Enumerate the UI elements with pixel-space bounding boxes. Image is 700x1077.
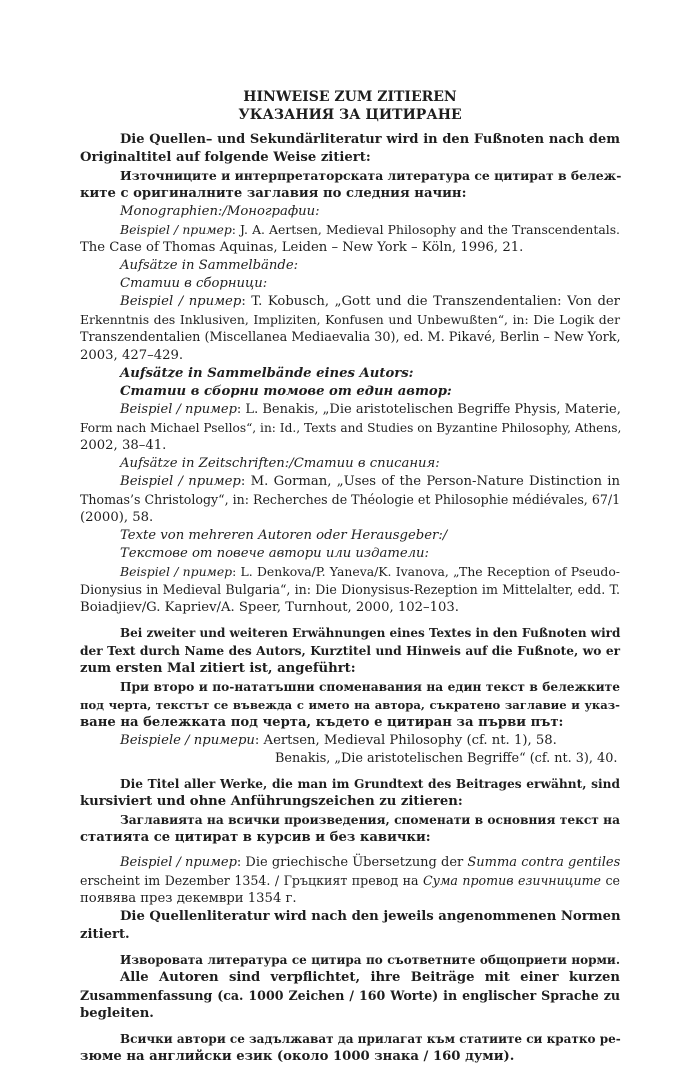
- sammel-example-line-4: 2003, 427–429.: [80, 348, 184, 363]
- zeitschrift-example-line-3: (2000), 58.: [80, 510, 154, 525]
- mehrere-example-line-1: Beispiel / пример: L. Denkova/P. Yaneva/K. Ivanova, „The Reception of Pseudo-: [120, 564, 620, 579]
- mono-example-line-1: Beispiel / пример: J. A. Aertsen, Medieval Philosophy and the Transcendentals.: [120, 222, 620, 237]
- mono-heading: Monographien:/Монографии:: [120, 204, 320, 219]
- zeitschrift-example-line-2: Thomas’s Christology“, in: Recherches de Théologie et Philosophie médiévales, 67/1: [80, 492, 621, 507]
- zweite-example-1: Beispiele / примери: Aertsen, Medieval Philosophy (cf. nt. 1), 58.: [120, 733, 557, 748]
- quellen-de-line-1: Die Quellenliteratur wird nach den jeweils angenommenen Normen: [120, 909, 621, 924]
- titel-bg-line-2: статията се цитират в курсив и без кавички:: [80, 830, 431, 845]
- sammel-heading-bg: Статии в сборници:: [120, 276, 268, 291]
- zweite-bg-line-2: под черта, текстът се въвежда с името на автора, съкратено заглавие и указ-: [80, 698, 620, 712]
- intro-bg-line-1: Източниците и интерпретаторската литература се цитират в бележ-: [120, 168, 622, 183]
- mehrere-example-line-3: Boiadjiev/G. Kapriev/A. Speer, Turnhout, 2000, 102–103.: [80, 600, 459, 615]
- mehrere-heading-bg: Текстове от повече автори или издатели:: [120, 546, 429, 561]
- autoren-de-line-1: Alle Autoren sind verpflichtet, ihre Beiträge mit einer kurzen: [120, 970, 620, 985]
- mehrere-example-line-2: Dionysius in Medieval Bulgaria“, in: Die Dionysisus-Rezeption im Mittelalter, edd. T.: [80, 582, 620, 597]
- autoren-bg-line-2: зюме на английски език (около 1000 знака / 160 думи).: [80, 1049, 515, 1064]
- intro-de-line-2: Originaltitel auf folgende Weise zitiert:: [80, 150, 371, 165]
- intro-bg-line-2: ките с оригиналните заглавия по следния начин:: [80, 186, 467, 201]
- titel-example-line-1: Beispiel / пример: Die griechische Übersetzung der Summa contra gentiles: [120, 855, 621, 870]
- zweite-bg-line-3: ване на бележката под черта, където е цитиран за първи път:: [80, 715, 564, 730]
- sammel-heading-de: Aufsätze in Sammelbände:: [120, 258, 299, 273]
- mono-example-line-2: The Case of Thomas Aquinas, Leiden – New York – Köln, 1996, 21.: [80, 240, 524, 255]
- sammel-example-line-2: Erkenntnis des Inklusiven, Impliziten, Konfusen und Unbewußten“, in: Die Logik der: [80, 312, 620, 327]
- sammel-example-line-3: Transzendentalien (Miscellanea Mediaevalia 30), ed. M. Pikavé, Berlin – New York,: [80, 330, 621, 345]
- zweite-bg-line-1: При второ и по-нататъшни споменавания на един текст в бележките: [120, 680, 620, 694]
- titel-de-line-1: Die Titel aller Werke, die man im Grundtext des Beitrages erwähnt, sind: [120, 777, 620, 791]
- zweite-example-2: Benakis, „Die aristotelischen Begriffe“ (cf. nt. 3), 40.: [275, 751, 618, 766]
- zeitschrift-example-line-1: Beispiel / пример: M. Gorman, „Uses of the Person-Nature Distinction in: [120, 474, 620, 489]
- titel-bg-line-1: Заглавията на всички произведения, споменати в основния текст на: [120, 813, 620, 827]
- titel-example-line-2: erscheint im Dezember 1354. / Гръцкият превод на Сума против езичниците се: [80, 873, 620, 888]
- autor-heading-bg: Статии в сборни томове от един автор:: [120, 384, 452, 399]
- autoren-de-line-3: begleiten.: [80, 1006, 154, 1021]
- intro-de-line-1: Die Quellen– und Sekundärliteratur wird in den Fußnoten nach dem: [120, 132, 620, 147]
- quellen-de-line-2: zitiert.: [80, 927, 130, 942]
- zweite-de-line-2: der Text durch Name des Autors, Kurztitel und Hinweis auf die Fußnote, wo er: [80, 644, 620, 658]
- zeitschrift-heading: Aufsätze in Zeitschriften:/Статии в списания:: [120, 456, 440, 471]
- autor-example-line-2: Form nach Michael Psellos“, in: Id., Texts and Studies on Byzantine Philosophy, Athens,: [80, 421, 622, 435]
- autor-example-line-3: 2002, 38–41.: [80, 438, 167, 453]
- autor-example-line-1: Beispiel / пример: L. Benakis, „Die aristotelischen Begriffe Physis, Materie,: [120, 402, 621, 417]
- title-bulgarian: УКАЗАНИЯ ЗА ЦИТИРАНЕ: [238, 107, 462, 123]
- zweite-de-line-1: Bei zweiter und weiteren Erwähnungen eines Textes in den Fußnoten wird: [120, 626, 621, 640]
- autor-heading-de: Aufsätze in Sammelbände eines Autors:: [120, 366, 414, 381]
- title-german: HINWEISE ZUM ZITIEREN: [243, 89, 457, 105]
- quellen-bg-line-1: Изворовата литература се цитира по съответните общоприети норми.: [120, 953, 620, 967]
- titel-de-line-2: kursiviert und ohne Anführungszeichen zu zitieren:: [80, 794, 463, 809]
- autoren-de-line-2: Zusammenfassung (ca. 1000 Zeichen / 160 Worte) in englischer Sprache zu: [80, 988, 620, 1003]
- titel-example-line-3: появява през декември 1354 г.: [80, 891, 297, 906]
- sammel-example-line-1: Beispiel / пример: T. Kobusch, „Gott und die Transzendentalien: Von der: [120, 294, 620, 309]
- zweite-de-line-3: zum ersten Mal zitiert ist, angeführt:: [80, 661, 356, 676]
- mehrere-heading-de: Texte von mehreren Autoren oder Herausgeber:/: [120, 528, 448, 543]
- autoren-bg-line-1: Всички автори се задължават да прилагат към статиите си кратко ре-: [120, 1032, 621, 1046]
